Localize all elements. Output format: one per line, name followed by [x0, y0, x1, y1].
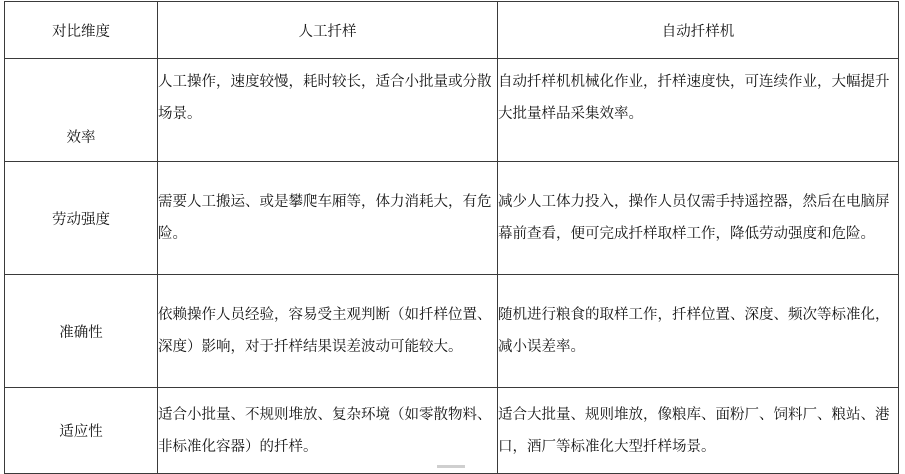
table-row — [5, 162, 899, 275]
table-header-row — [5, 2, 899, 59]
row-label-efficiency: 效率 — [5, 59, 158, 162]
row-label-labor-intensity: 劳动强度 — [5, 162, 158, 275]
table-row — [5, 388, 899, 474]
cell-auto-efficiency: 自动扦样机机械化作业，扦样速度快，可连续作业，大幅提升大批量样品采集效率。 — [498, 59, 899, 162]
row-label-adaptability: 适应性 — [5, 388, 158, 474]
row-label-accuracy: 准确性 — [5, 275, 158, 388]
header-manual-sampling: 人工扦样 — [158, 2, 498, 59]
cell-auto-adaptability: 适合大批量、规则堆放，像粮库、面粉厂、饲料厂、粮站、港口，酒厂等标准化大型扦样场景。 — [498, 388, 899, 474]
cell-manual-adaptability: 适合小批量、不规则堆放、复杂环境（如零散物料、非标准化容器）的扦样。 — [158, 388, 498, 474]
table-row — [5, 59, 899, 162]
cell-manual-labor-intensity: 需要人工搬运、或是攀爬车厢等，体力消耗大，有危险。 — [158, 162, 498, 275]
comparison-table — [4, 1, 899, 474]
header-dimension: 对比维度 — [5, 2, 158, 59]
cell-auto-labor-intensity: 减少人工体力投入，操作人员仅需手持遥控器，然后在电脑屏幕前查看，便可完成扦样取样工作，降低劳动强度和危险。 — [498, 162, 899, 275]
cell-manual-efficiency: 人工操作，速度较慢，耗时较长，适合小批量或分散场景。 — [158, 59, 498, 162]
cell-manual-accuracy: 依赖操作人员经验，容易受主观判断（如扦样位置、深度）影响，对于扦样结果误差波动可能较大。 — [158, 275, 498, 388]
table-row — [5, 275, 899, 388]
header-auto-sampler: 自动扦样机 — [498, 2, 899, 59]
cell-auto-accuracy: 随机进行粮食的取样工作，扦样位置、深度、频次等标准化，减小误差率。 — [498, 275, 899, 388]
